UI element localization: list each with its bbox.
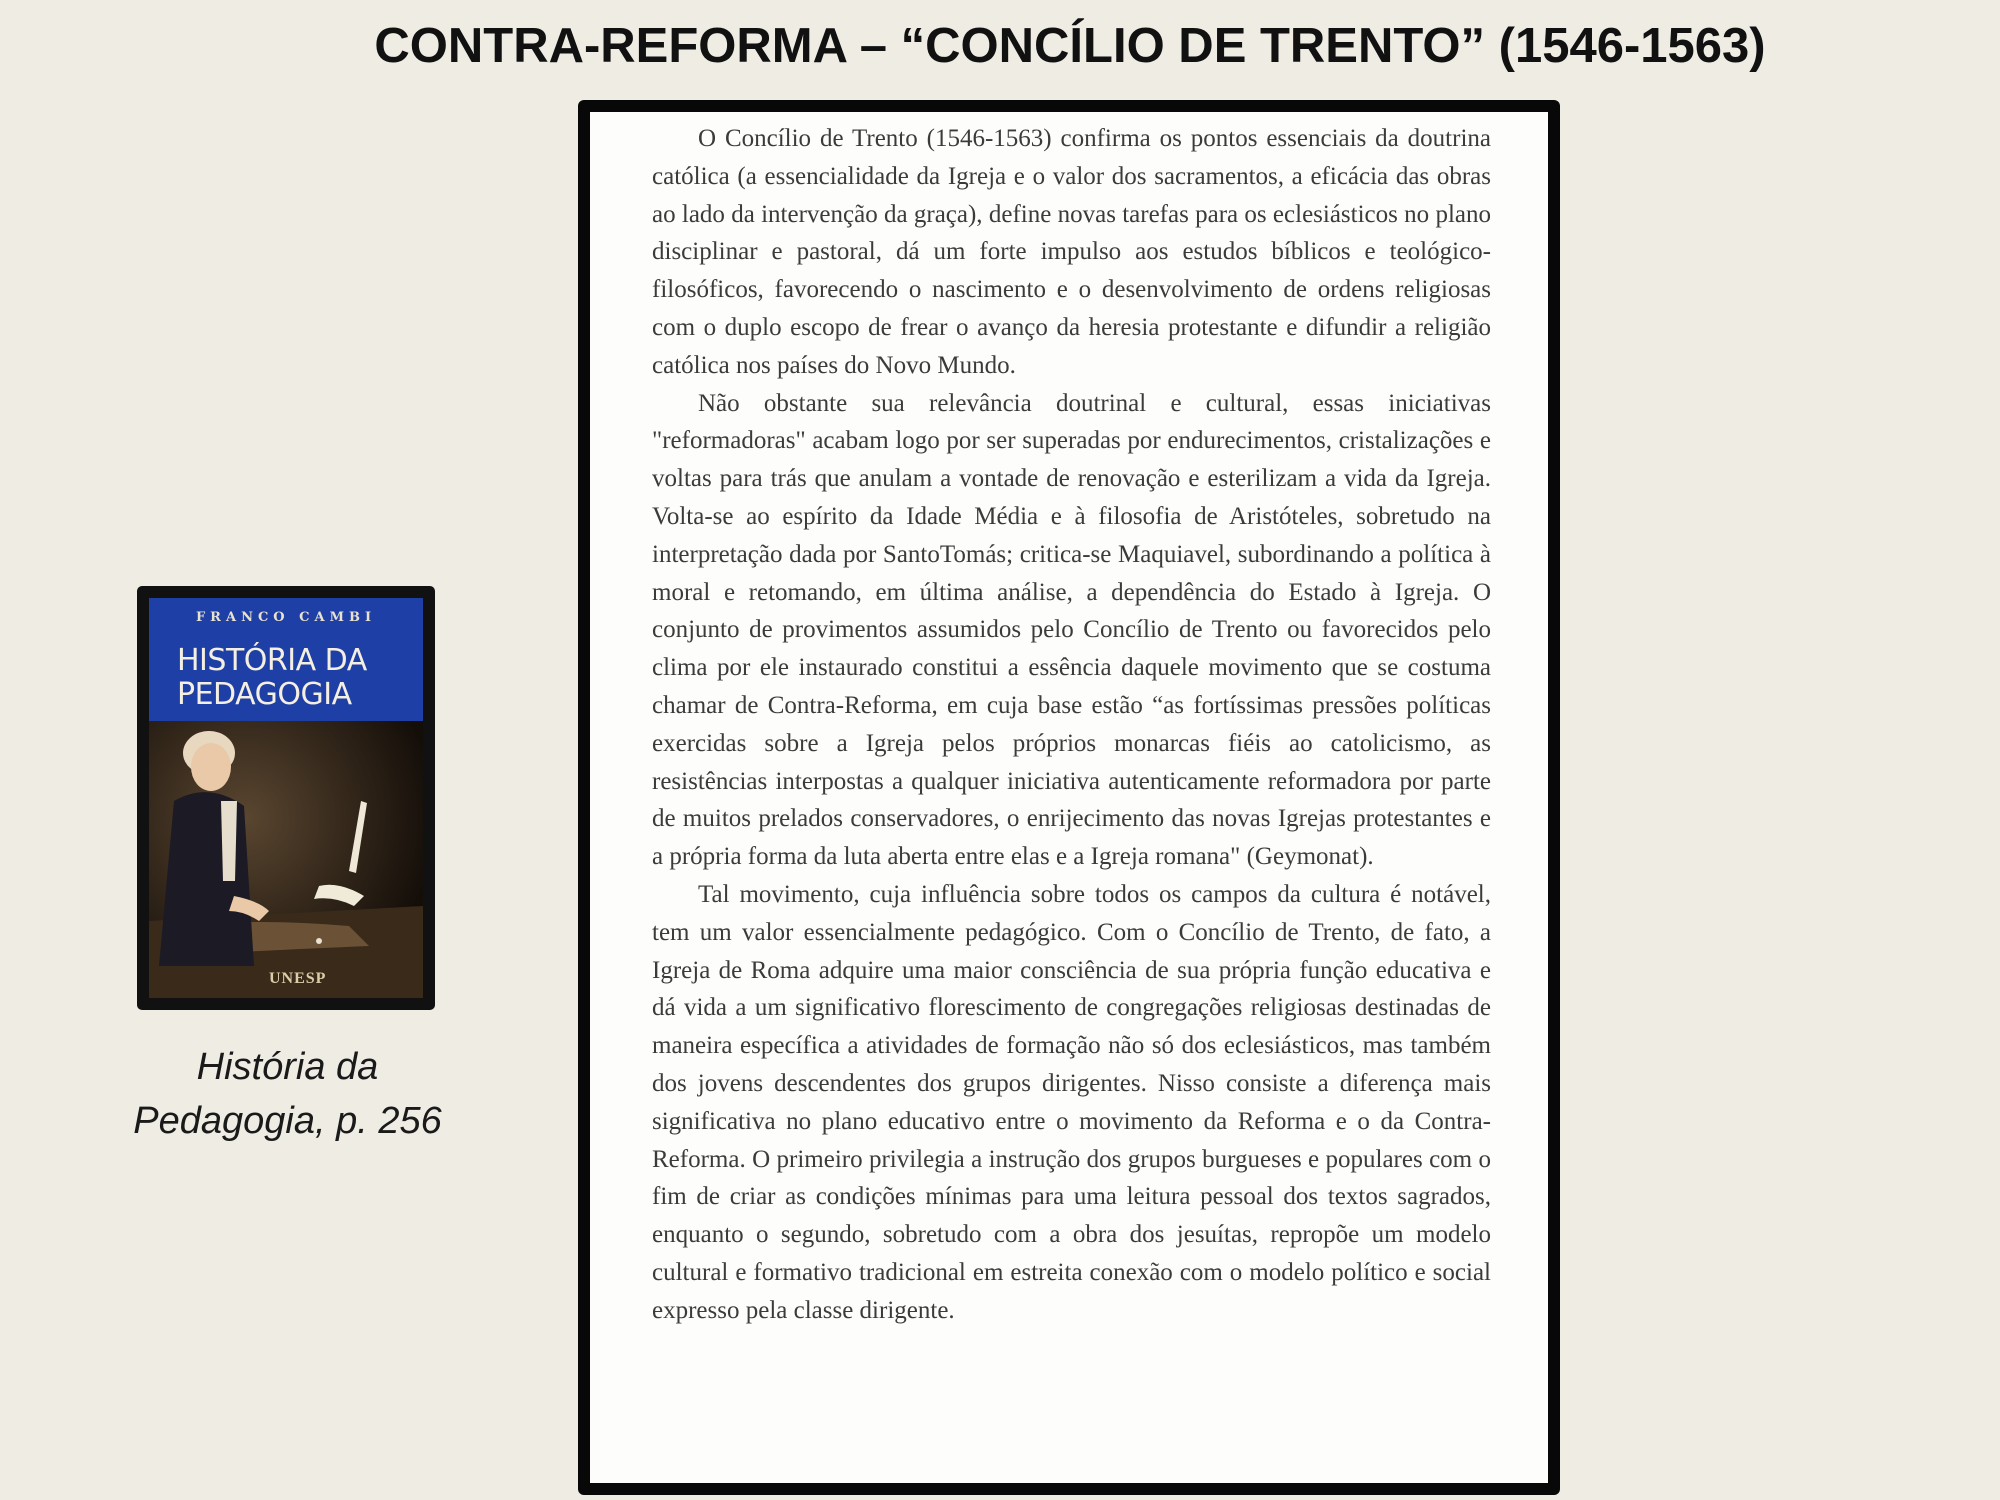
book-excerpt-page (590, 112, 1548, 1483)
book-caption-line1: História da (196, 1046, 379, 1088)
excerpt-paragraph: O Concílio de Trento (1546-1563) confirma os pontos essenciais da doutrina católica (a essencialidade da Igreja e o valor dos sacramentos, a eficácia das obras ao lado da intervenção da graça), define novas tarefas para os eclesiásticos no plano disciplinar e pastoral, dá um forte impulso aos estudos bíblicos e teológico-filosóficos, favorecendo o nascimento e o desenvolvimento de ordens religiosas com o duplo escopo de frear o avanço da heresia protestante e difundir a religião católica nos países do Novo Mundo. (652, 125, 1491, 379)
book-cover-title-line1: HISTÓRIA DA (177, 643, 367, 678)
book-cover-inner (149, 598, 423, 998)
publisher-logo: UNESP (269, 970, 327, 987)
slide-title: CONTRA-REFORMA – “CONCÍLIO DE TRENTO” (1546-1563) (374, 19, 1766, 73)
book-cover-title-line2: PEDAGOGIA (177, 677, 352, 712)
book-cover-painting (149, 721, 423, 998)
excerpt-paragraph: Tal movimento, cuja influência sobre todos os campos da cultura é notável, tem um valor essencialmente pedagógico. Com o Concílio de Trento, de fato, a Igreja de Roma adquire uma maior consciência de sua própria função educativa e dá vida a um significativo florescimento de congregações religiosas destinadas de maneira específica a atividades de formação não só dos eclesiásticos, mas também dos jovens descendentes dos grupos dirigentes. Nisso consiste a diferença mais significativa no plano educativo entre o movimento da Reforma e o da Contra-Reforma. O primeiro privilegia a instrução dos grupos burgueses e populares com o fim de criar as condições mínimas para uma leitura pessoal dos textos sagrados, enquanto o segundo, sobretudo com a obra dos jesuítas, repropõe um modelo cultural e formativo tradicional em estreita conexão com o modelo político e social expresso pela classe dirigente. (652, 880, 1491, 1324)
book-cover-title (177, 644, 417, 712)
excerpt-paragraph: Não obstante sua relevância doutrinal e cultural, essas iniciativas "reformadoras" acabam logo por ser superadas por endurecimentos, cristalizações e voltas para trás que anulam a vontade de renovação e esterilizam a vida da Igreja. Volta-se ao espírito da Idade Média e à filosofia de Aristóteles, sobretudo na interpretação dada por SantoTomás; critica-se Maquiavel, subordinando a política à moral e retomando, em última análise, a dependência do Estado à Igreja. O conjunto de provimentos assumidos pelo Concílio de Trento ou favorecidos pelo clima por ele instaurado constitui a essência daquele movimento que se costuma chamar de Contra-Reforma, em cuja base estão “as fortíssimas pressões políticas exercidas sobre a Igreja pelos próprios monarcas fiéis ao catolicismo, as resistências interpostas a qualquer iniciativa autenticamente reformadora por parte de muitos prelados conservadores, o enrijecimento das novas Igrejas protestantes e a própria forma da luta aberta entre elas e a Igreja romana" (Geymonat). (652, 389, 1491, 871)
book-caption (100, 1040, 475, 1148)
book-caption-line2: Pedagogia, p. 256 (133, 1100, 442, 1142)
book-cover-image (137, 586, 435, 1010)
book-excerpt-frame (578, 100, 1560, 1495)
book-cover-author: FRANCO CAMBI (195, 610, 377, 625)
